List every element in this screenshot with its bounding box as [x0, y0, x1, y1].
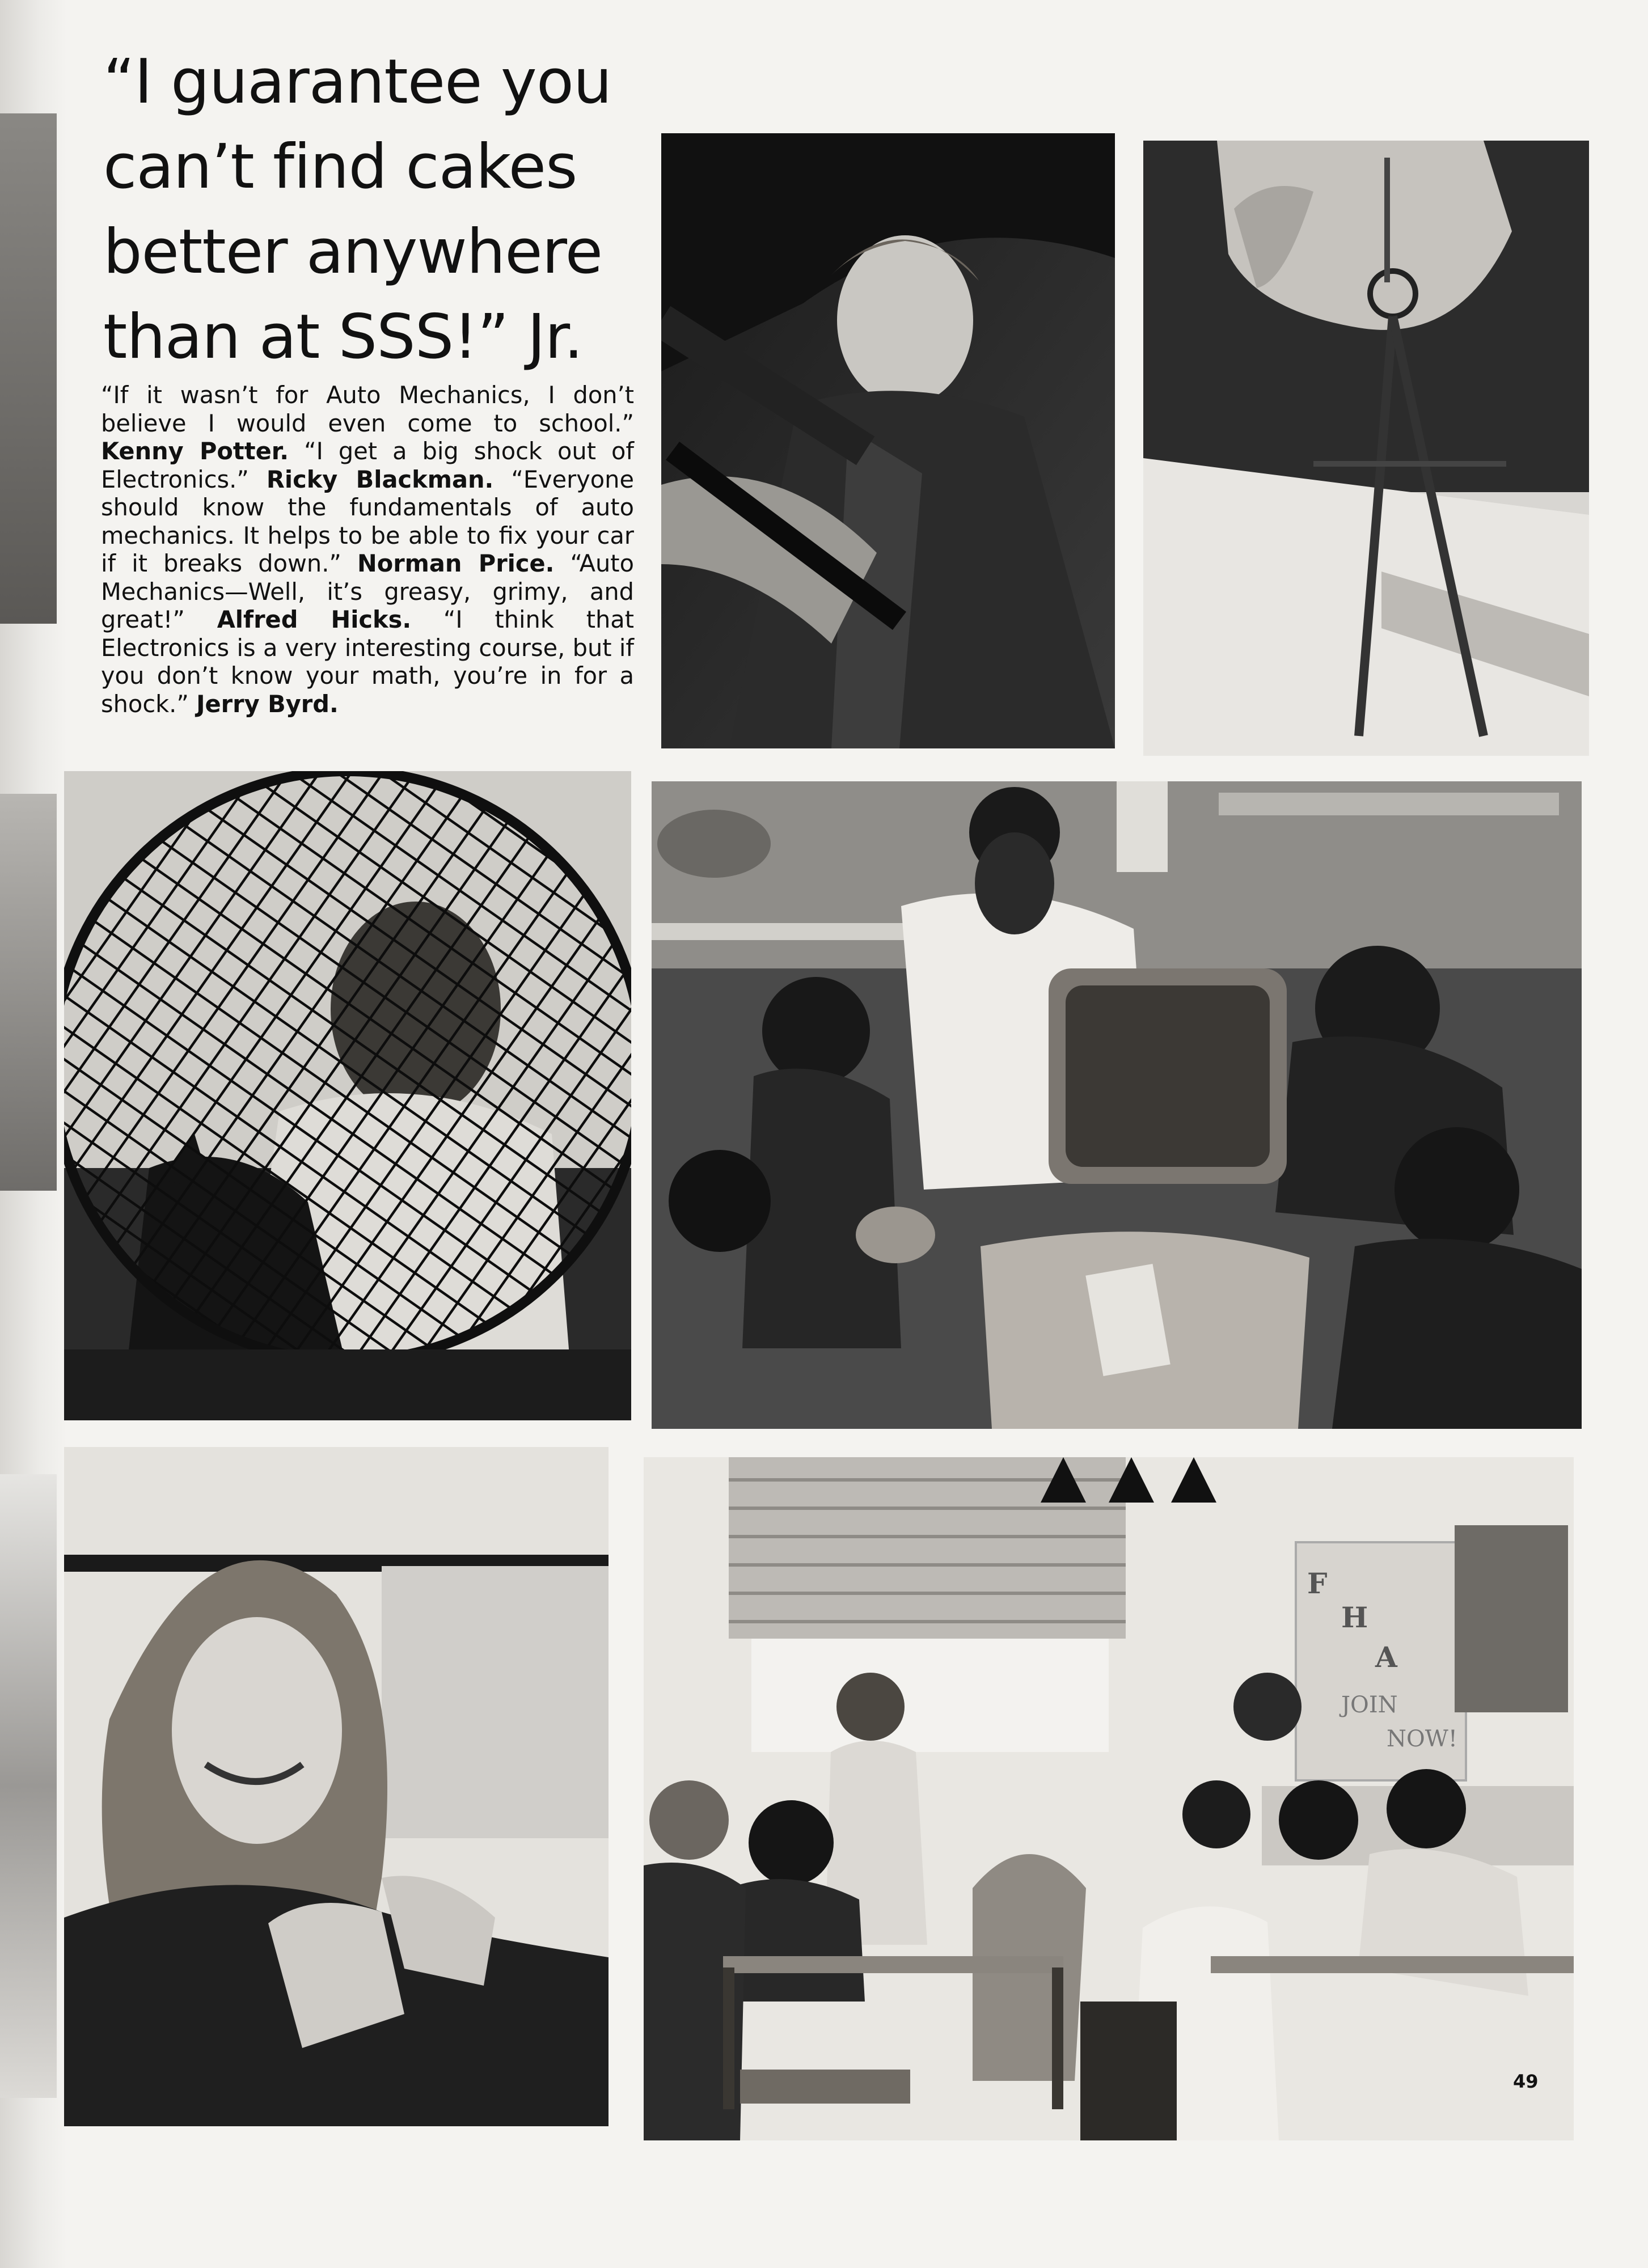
quote-text: “Everyone should know the fundamentals of auto mechanics. It helps to be able to fix your car if it breaks down.” [101, 465, 634, 577]
headline-line: “I guarantee you [103, 46, 612, 117]
quote-speaker: Ricky Blackman. [266, 465, 494, 493]
sign-letter: A [1375, 1640, 1397, 1674]
quote-text: “Auto Mechanics—Well, it’s greasy, grimy, and great!” [101, 549, 634, 633]
quote-text: “I get a big shock out of Electronics.” [101, 437, 634, 493]
headline-line: can’t find cakes [103, 132, 577, 202]
photo-homemaking-classroom [644, 1457, 1574, 2140]
quote-text: “I think that Electronics is a very interesting course, but if you don’t know your math, you’re in for a shock.” [101, 606, 634, 718]
photo-student-behind-fan-grille [64, 771, 631, 1420]
quote-speaker: Alfred Hicks. [217, 606, 412, 633]
facing-page-photo-bleed [0, 794, 57, 1191]
photo-drafting-compass [1143, 141, 1589, 756]
quote-speaker: Kenny Potter. [101, 437, 289, 465]
photo-students-working-on-engine [652, 781, 1582, 1429]
sign-letter: F [1307, 1567, 1328, 1600]
facing-page-photo-bleed [0, 113, 57, 624]
sign-letter: H [1341, 1601, 1368, 1634]
quote-speaker: Norman Price. [357, 549, 555, 577]
quote-text: “If it wasn’t for Auto Mechanics, I don’t believe I would even come to school.” [101, 381, 634, 437]
page-headline [103, 40, 636, 380]
photo-smiling-student [64, 1447, 609, 2126]
page-number: 49 [1513, 2071, 1539, 2092]
photo-student-under-car [661, 133, 1115, 748]
sign-banner: JOIN [1341, 1692, 1398, 1718]
facing-page-photo-bleed [0, 1474, 57, 2098]
sign-banner: NOW! [1387, 1726, 1457, 1752]
quote-speaker: Jerry Byrd. [196, 689, 339, 718]
student-quotes [101, 381, 634, 718]
headline-line: better anywhere [103, 217, 603, 287]
headline-line: than at SSS!” Jr. [103, 302, 583, 373]
